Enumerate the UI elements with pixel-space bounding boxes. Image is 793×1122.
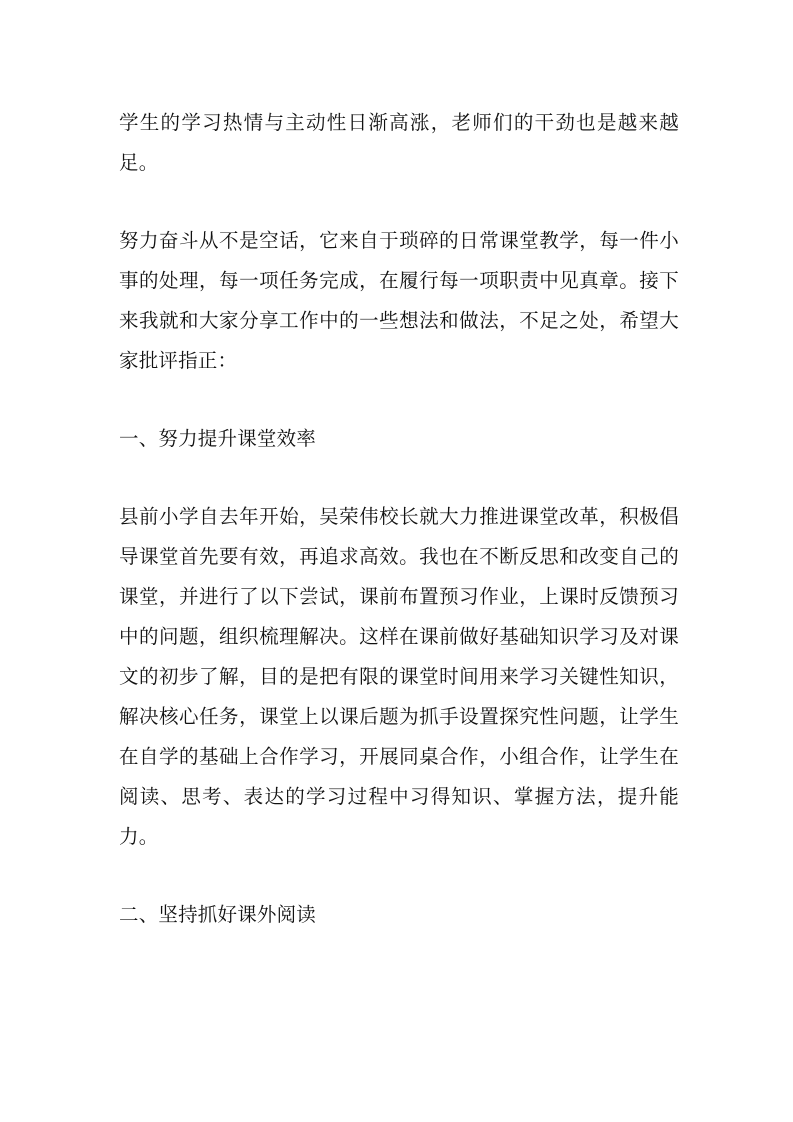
paragraph-spacer — [119, 459, 679, 497]
document-body — [119, 103, 679, 935]
section-heading-extracurricular-reading: 二、坚持抓好课外阅读 — [119, 903, 317, 926]
paragraph-enthusiasm: 学生的学习热情与主动性日渐高涨，老师们的干劲也是越来越足。 — [119, 111, 679, 174]
paragraph-spacer — [119, 183, 679, 221]
paragraph-classroom-reform: 县前小学自去年开始，吴荣伟校长就大力推进课堂改革，积极倡导课堂首先要有效，再追求高效。我也在不断反思和改变自己的课堂，并进行了以下尝试，课前布置预习作业，上课时反馈预习中的问题，组织梳理解决。这样在课前做好基础知识学习及对课文的初步了解，目的是把有限的课堂时间用来学习关键性知识，解决核心任务，课堂上以课后题为抓手设置探究性问题，让学生在自学的基础上合作学习，开展同桌合作，小组合作，让学生在阅读、思考、表达的学习过程中习得知识、掌握方法，提升能力。 — [119, 505, 679, 848]
paragraph-hard-work: 努力奋斗从不是空话，它来自于琐碎的日常课堂教学，每一件小事的处理，每一项任务完成，在履行每一项职责中见真章。接下来我就和大家分享工作中的一些想法和做法，不足之处，希望大家批评指正： — [119, 229, 679, 372]
section-heading-classroom-efficiency: 一、努力提升课堂效率 — [119, 427, 317, 450]
paragraph-spacer — [119, 381, 679, 419]
paragraph-spacer — [119, 857, 679, 895]
